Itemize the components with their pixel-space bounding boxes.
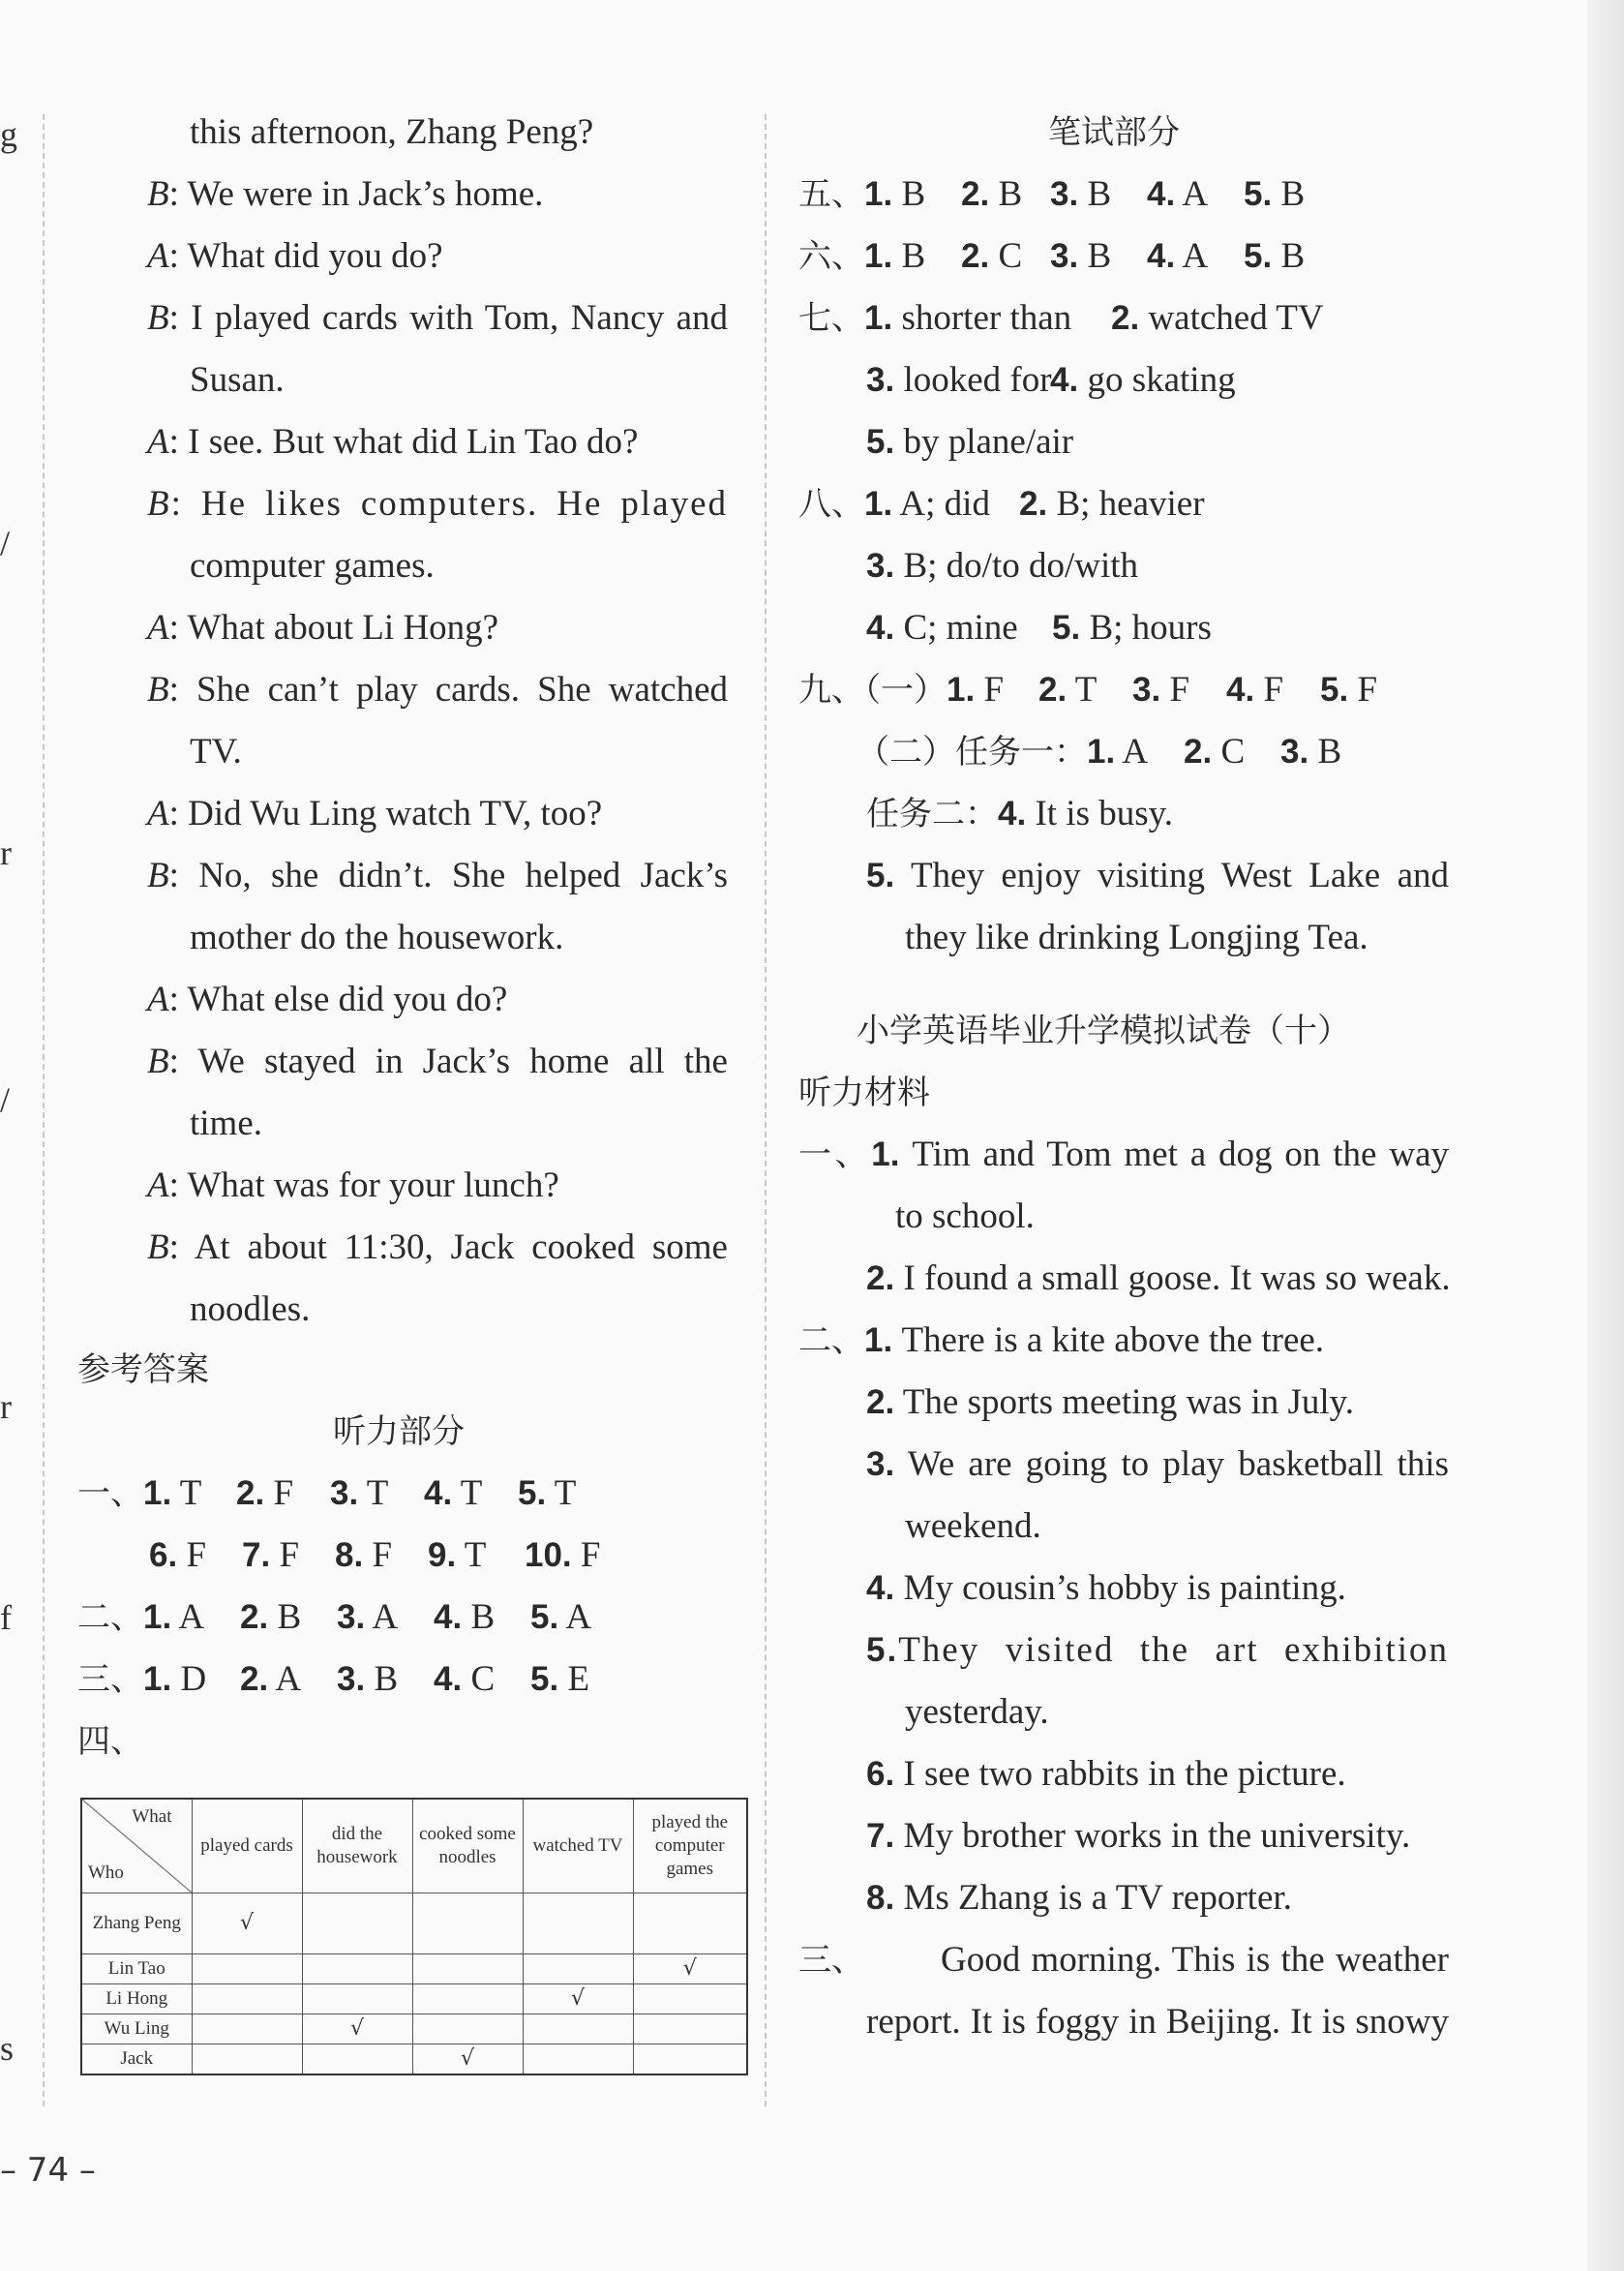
dialogue-line: A: What did you do?: [147, 236, 443, 276]
listening-material-title: 听力材料: [798, 1074, 930, 1112]
material-line: weekend.: [905, 1506, 1041, 1546]
table-cell: √: [192, 1893, 302, 1954]
speaker-label: B: [147, 174, 169, 214]
answer-row-1b: 6. F 7. F 8. F 9. T 10. F: [149, 1535, 601, 1575]
table-cell: [633, 1984, 747, 2014]
table-cell: [412, 1984, 523, 2014]
dialogue-line: A: I see. But what did Lin Tao do?: [147, 422, 639, 462]
dialogue-line: B: I played cards with Tom, Nancy and: [147, 298, 728, 338]
row-header: Li Hong: [81, 1984, 192, 2014]
dialogue-line: B: We stayed in Jack’s home all the: [147, 1042, 728, 1081]
dialogue-line: computer games.: [190, 546, 435, 586]
table-cell: [523, 1954, 633, 1984]
material-3-line2: report. It is foggy in Beijing. It is snowy: [866, 2002, 1449, 2042]
dialogue-line: mother do the housework.: [190, 918, 564, 957]
exam-title: 小学英语毕业升学模拟试卷（十）: [857, 1012, 1350, 1050]
dialogue-line: A: Did Wu Ling watch TV, too?: [147, 794, 603, 833]
material-1-1: 一、1. Tim and Tom met a dog on the way: [798, 1135, 1449, 1174]
row-header: Jack: [81, 2044, 192, 2075]
table-cell: [523, 2014, 633, 2044]
column-header: cooked some noodles: [412, 1799, 523, 1893]
answer-row-8b: 3. B; do/to do/with: [866, 546, 1139, 586]
answer-row-9b: （二）任务一：1. A 2. C 3. B: [857, 732, 1342, 772]
material-2-7: 7. My brother works in the university.: [866, 1816, 1411, 1856]
table-cell: √: [633, 1954, 747, 1984]
column-divider: [765, 114, 767, 2106]
edge-letter: g: [0, 115, 17, 154]
left-margin-divider: [43, 114, 45, 2106]
speaker-label: A: [147, 422, 169, 462]
answer-row-7b: 3. looked for4. go skating: [866, 360, 1236, 400]
answer-key-title: 参考答案: [77, 1350, 209, 1389]
row-header: Lin Tao: [81, 1954, 192, 1984]
row-header: Wu Ling: [81, 2014, 192, 2044]
column-header: watched TV: [523, 1799, 633, 1893]
material-3-line1: Good morning. This is the weather: [941, 1940, 1449, 1980]
edge-letter: r: [0, 1387, 12, 1426]
speaker-label: A: [147, 980, 169, 1019]
answer-row-9e: they like drinking Longjing Tea.: [905, 918, 1368, 957]
table-cell: [633, 2014, 747, 2044]
table-cell: [302, 1893, 412, 1954]
page-number: – 74 –: [0, 2151, 96, 2190]
section-4-label: 四、: [77, 1722, 143, 1761]
dialogue-line: A: What else did you do?: [147, 980, 508, 1019]
answer-row-2: 二、1. A 2. B 3. A 4. B 5. A: [77, 1597, 592, 1637]
dialogue-line: B: No, she didn’t. She helped Jack’s: [147, 856, 729, 895]
edge-letter: /: [0, 1080, 11, 1119]
material-line: yesterday.: [905, 1692, 1049, 1732]
table-cell: [302, 1984, 412, 2014]
table-cell: √: [302, 2014, 412, 2044]
answer-row-5: 五、1. B 2. B 3. B 4. A 5. B: [798, 174, 1306, 214]
speaker-label: B: [147, 670, 169, 710]
page-edge-shadow: [1587, 0, 1624, 2271]
material-3-label: 三、: [798, 1941, 864, 1980]
answer-row-6: 六、1. B 2. C 3. B 4. A 5. B: [798, 236, 1306, 276]
answer-row-9c: 任务二：4. It is busy.: [866, 794, 1173, 833]
table-cell: [633, 1893, 747, 1954]
table-row: [81, 1984, 747, 2014]
table-cell: [302, 1954, 412, 1984]
table-cell: [523, 1893, 633, 1954]
answer-row-9d: 5. They enjoy visiting West Lake and: [866, 856, 1449, 895]
table-row: [81, 2014, 747, 2044]
dialogue-line: B: She can’t play cards. She watched: [147, 670, 729, 710]
material-1-2: 2. I found a small goose. It was so weak.: [866, 1258, 1451, 1298]
table-header-row: [81, 1799, 747, 1893]
answer-row-3: 三、1. D 2. A 3. B 4. C 5. E: [77, 1659, 590, 1699]
column-header: played the computer games: [633, 1799, 747, 1893]
material-line: to school.: [895, 1196, 1035, 1236]
answer-row-8c: 4. C; mine 5. B; hours: [866, 608, 1212, 648]
table-corner-cell: What Who: [81, 1799, 192, 1893]
table-cell: [192, 1954, 302, 1984]
edge-letter: s: [0, 2029, 15, 2068]
table-cell: [412, 1893, 523, 1954]
dialogue-line: B: We were in Jack’s home.: [147, 174, 544, 214]
table-row: [81, 2044, 747, 2075]
dialogue-line: B: At about 11:30, Jack cooked some: [147, 1227, 728, 1267]
edge-letter: r: [0, 833, 12, 872]
column-header: played cards: [192, 1799, 302, 1893]
table-cell: [412, 2014, 523, 2044]
table-cell: [523, 2044, 633, 2075]
speaker-label: B: [147, 484, 171, 524]
speaker-label: B: [147, 1227, 169, 1267]
edge-letter: f: [0, 1598, 12, 1637]
material-2-2: 2. The sports meeting was in July.: [866, 1382, 1355, 1422]
dialogue-line: B: He likes computers. He played: [147, 484, 729, 524]
dialogue-line: A: What was for your lunch?: [147, 1166, 559, 1205]
table-cell: [633, 2044, 747, 2075]
table-row: [81, 1954, 747, 1984]
listening-section-title: 听力部分: [333, 1412, 465, 1451]
table-cell: √: [412, 2044, 523, 2075]
table-row: [81, 1893, 747, 1954]
dialogue-line: A: What about Li Hong?: [147, 608, 499, 648]
dialogue-line: time.: [190, 1104, 263, 1143]
dialogue-line: TV.: [190, 732, 242, 772]
speaker-label: A: [147, 236, 169, 276]
material-2-8: 8. Ms Zhang is a TV reporter.: [866, 1878, 1292, 1918]
speaker-label: A: [147, 608, 169, 648]
answer-row-9: 九、（一）1. F 2. T 3. F 4. F 5. F: [798, 670, 1378, 710]
dialogue-line: noodles.: [190, 1289, 311, 1329]
speaker-label: B: [147, 856, 169, 895]
material-2-5: 5.They visited the art exhibition: [866, 1630, 1449, 1670]
edge-letter: /: [0, 524, 11, 562]
material-2-3: 3. We are going to play basketball this: [866, 1444, 1449, 1484]
speaker-label: B: [147, 298, 169, 338]
table-cell: [302, 2044, 412, 2075]
table-cell: [412, 1954, 523, 1984]
row-header: Zhang Peng: [81, 1893, 192, 1954]
answer-row-1: 一、1. T 2. F 3. T 4. T 5. T: [77, 1473, 577, 1513]
written-section-title: 笔试部分: [1048, 113, 1180, 152]
table-cell: √: [523, 1984, 633, 2014]
dialogue-line: Susan.: [190, 360, 285, 400]
answer-row-7: 七、1. shorter than 2. watched TV: [798, 298, 1324, 338]
material-2-1: 二、1. There is a kite above the tree.: [798, 1320, 1325, 1360]
speaker-label: A: [147, 1166, 169, 1205]
dialogue-line: this afternoon, Zhang Peng?: [190, 112, 594, 152]
material-2-6: 6. I see two rabbits in the picture.: [866, 1754, 1346, 1794]
answer-row-8: 八、1. A; did 2. B; heavier: [798, 484, 1205, 524]
speaker-label: B: [147, 1042, 169, 1081]
material-2-4: 4. My cousin’s hobby is painting.: [866, 1568, 1346, 1608]
table-cell: [192, 2014, 302, 2044]
table-cell: [192, 2044, 302, 2075]
speaker-label: A: [147, 794, 169, 833]
answer-table: [80, 1798, 748, 2075]
answer-row-7c: 5. by plane/air: [866, 422, 1074, 462]
table-cell: [192, 1984, 302, 2014]
column-header: did the housework: [302, 1799, 412, 1893]
